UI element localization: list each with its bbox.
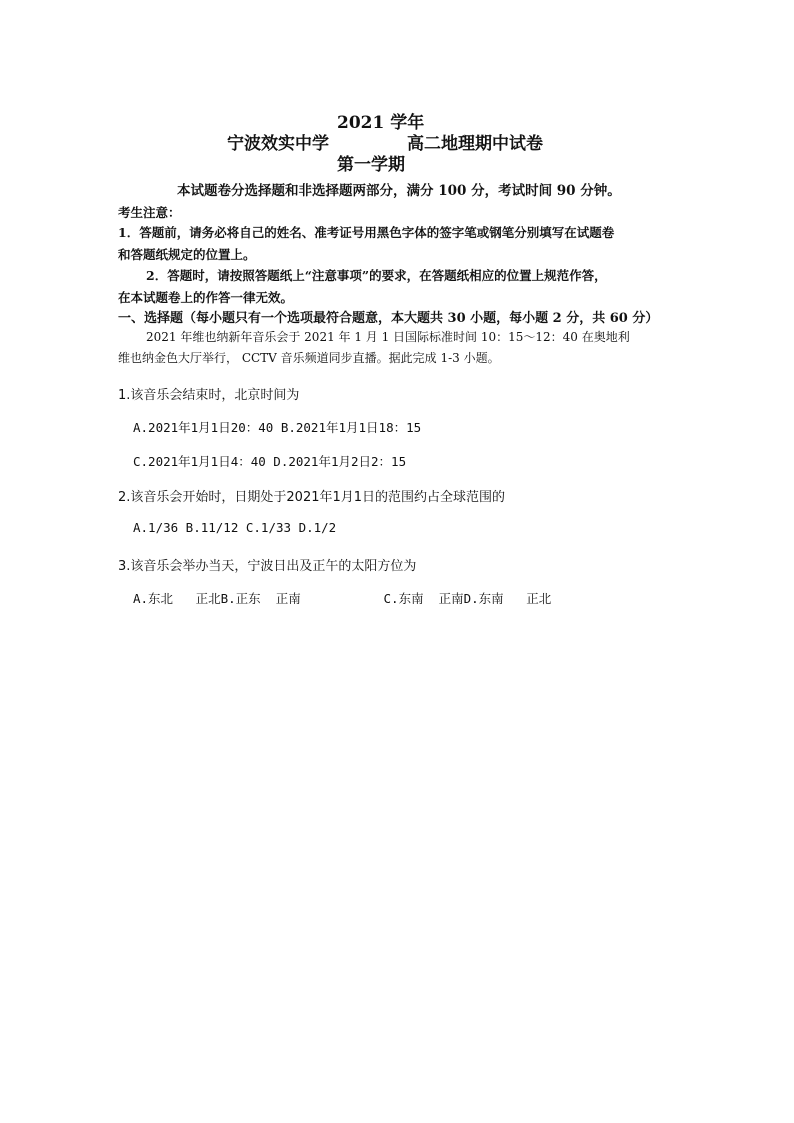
question-1-options-line-1: A.2021年1月1日20：40 B.2021年1月1日18：15 xyxy=(133,420,422,435)
title-year: 2021 学年 xyxy=(337,113,425,133)
passage-line-1: 2021 年维也纳新年音乐会于 2021 年 1 月 1 日国际标准时间 10：15～12：40 在奥地利 xyxy=(146,330,630,344)
notice-item-1-line-2: 和答题纸规定的位置上。 xyxy=(118,247,256,262)
notice-item-2-line-2: 在本试题卷上的作答一律无效。 xyxy=(118,290,294,305)
question-1-options-line-2: C.2021年1月1日4：40 D.2021年1月2日2：15 xyxy=(133,454,407,469)
question-3-stem: 3.该音乐会举办当天，宁波日出及正午的太阳方位为 xyxy=(118,559,417,574)
notice-item-2-line-1: 2．答题时，请按照答题纸上“注意事项”的要求，在答题纸相应的位置上规范作答， xyxy=(146,268,607,283)
section-heading: 一、选择题（每小题只有一个选项最符合题意，本大题共 30 小题，每小题 2 分，共 60 分） xyxy=(118,311,659,326)
title-term: 第一学期 xyxy=(337,155,405,175)
notice-item-1-line-1: 1．答题前，请务必将自己的姓名、准考证号用黑色字体的签字笔或钢笔分别填写在试题卷 xyxy=(118,225,615,240)
question-2-stem: 2.该音乐会开始时，日期处于2021年1月1日的范围约占全球范围的 xyxy=(118,490,506,505)
question-2-options: A.1/36 B.11/12 C.1/33 D.1/2 xyxy=(133,520,337,535)
title-exam: 高二地理期中试卷 xyxy=(407,134,543,154)
question-3-options: A.东北 正北B.正东 正南 C.东南 正南D.东南 正北 xyxy=(133,591,552,606)
question-1-stem: 1.该音乐会结束时，北京时间为 xyxy=(118,388,300,403)
title-school: 宁波效实中学 xyxy=(227,134,329,154)
notice-heading: 考生注意： xyxy=(118,205,181,220)
exam-intro: 本试题卷分选择题和非选择题两部分，满分 100 分，考试时间 90 分钟。 xyxy=(177,183,621,199)
passage-line-2: 维也纳金色大厅举行， CCTV 音乐频道同步直播。据此完成 1-3 小题。 xyxy=(118,351,500,365)
